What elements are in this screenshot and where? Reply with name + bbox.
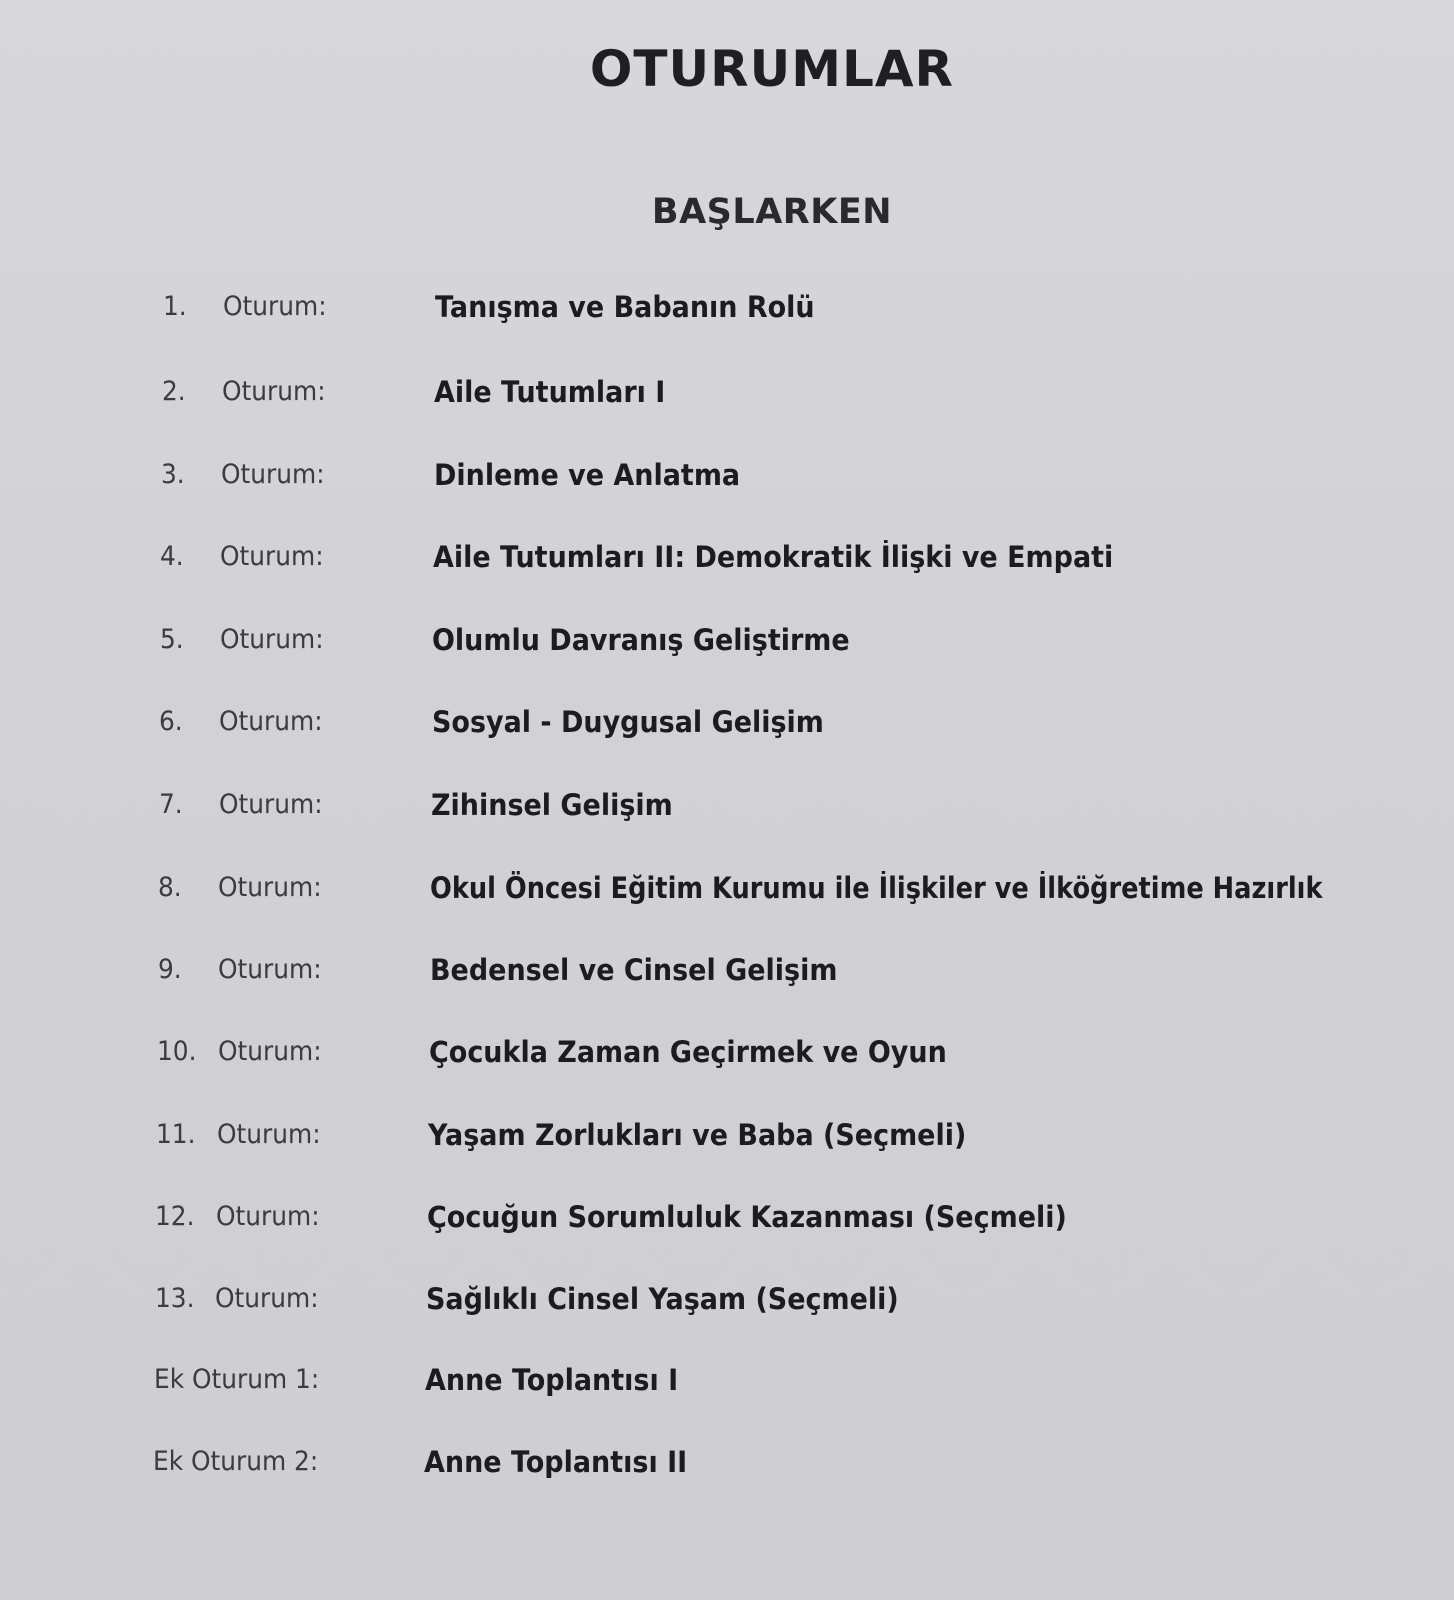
session-number: 12.: [155, 1201, 195, 1232]
session-number: 8.: [158, 872, 182, 903]
session-label: Ek Oturum 1:: [154, 1364, 320, 1395]
session-label: Oturum:: [220, 624, 324, 655]
session-topic: Tanışma ve Babanın Rolü: [435, 290, 815, 324]
session-label: Oturum:: [220, 541, 324, 572]
session-topic: Anne Toplantısı II: [424, 1445, 688, 1479]
session-label: Oturum:: [219, 706, 323, 737]
session-topic: Okul Öncesi Eğitim Kurumu ile İlişkiler ve İlköğretime Hazırlık: [430, 871, 1323, 905]
session-label: Oturum:: [222, 376, 326, 407]
session-number: 13.: [155, 1283, 195, 1314]
session-label: Oturum:: [223, 291, 327, 322]
session-label: Oturum:: [217, 1119, 321, 1150]
session-topic: Bedensel ve Cinsel Gelişim: [430, 953, 838, 987]
session-label: Oturum:: [219, 789, 323, 820]
session-label: Oturum:: [218, 1036, 322, 1067]
session-topic: Aile Tutumları II: Demokratik İlişki ve Empati: [433, 540, 1114, 574]
session-number: 10.: [157, 1036, 197, 1067]
session-number: 4.: [160, 541, 184, 572]
session-number: 2.: [162, 376, 186, 407]
session-topic: Sosyal - Duygusal Gelişim: [432, 705, 824, 739]
session-topic: Anne Toplantısı I: [425, 1363, 679, 1397]
section-heading: BAŞLARKEN: [651, 192, 893, 232]
session-label: Oturum:: [218, 872, 322, 903]
session-number: 11.: [156, 1119, 196, 1150]
session-label: Oturum:: [221, 459, 325, 490]
session-topic: Sağlıklı Cinsel Yaşam (Seçmeli): [426, 1282, 899, 1316]
session-topic: Yaşam Zorlukları ve Baba (Seçmeli): [428, 1118, 967, 1152]
session-topic: Çocukla Zaman Geçirmek ve Oyun: [429, 1035, 947, 1069]
session-number: 1.: [163, 291, 187, 322]
session-number: 7.: [159, 789, 183, 820]
session-topic: Dinleme ve Anlatma: [434, 458, 741, 492]
session-topic: Çocuğun Sorumluluk Kazanması (Seçmeli): [427, 1200, 1067, 1234]
session-topic: Olumlu Davranış Geliştirme: [432, 623, 850, 657]
session-number: 6.: [159, 706, 183, 737]
session-label: Ek Oturum 2:: [153, 1446, 319, 1477]
session-label: Oturum:: [216, 1201, 320, 1232]
session-number: 9.: [158, 954, 182, 985]
page-title: OTURUMLAR: [589, 40, 955, 98]
session-label: Oturum:: [218, 954, 322, 985]
session-number: 5.: [160, 624, 184, 655]
session-label: Oturum:: [215, 1283, 319, 1314]
session-topic: Zihinsel Gelişim: [431, 788, 673, 822]
session-number: 3.: [161, 459, 185, 490]
session-topic: Aile Tutumları I: [434, 375, 666, 409]
